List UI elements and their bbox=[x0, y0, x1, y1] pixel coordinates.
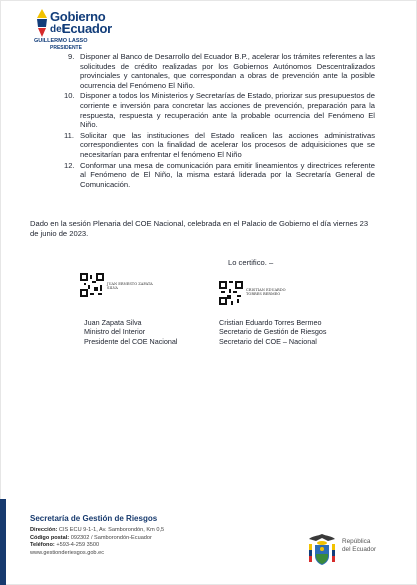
list-item: 9. Disponer al Banco de Desarrollo del Ecuador B.P., acelerar los trámites referentes a las solicitudes de crédito realizadas por los Gobiernos Autónomos Descentralizados provinciales y cantonales, que correspondan a obras de prevención ante la posible ocurrencia del Fenómeno El Niño. bbox=[68, 52, 375, 90]
signature-label-line: SILVA bbox=[107, 286, 118, 291]
closing-paragraph: Dado en la sesión Plenaria del COE Nacional, celebrada en el Palacio de Gobierno el día viernes 23 de junio de 2023. bbox=[30, 219, 369, 238]
republica-del-ecuador-label: República del Ecuador bbox=[342, 538, 377, 553]
footer-address: Dirección: CIS ECU 9-1-1, Av. Samborondón, Km 0,5 bbox=[30, 527, 165, 533]
footer-org-name: Secretaría de Gestión de Riesgos bbox=[30, 514, 158, 523]
footer bbox=[30, 514, 164, 557]
signer-name: Juan Zapata Silva bbox=[84, 318, 142, 327]
list-item: 11. Solicitar que las instituciones del Estado realicen las acciones administrativas correspondientes con la finalidad de acelerar los procesos de adquisiciones que se necesitarían para enfrentar el fenómeno El Niño bbox=[64, 130, 375, 159]
signature-label-line: CRISTIAN EDUARDO bbox=[246, 288, 286, 292]
logo-word-ecuador: Ecuador bbox=[62, 21, 112, 36]
footer-accent-bar bbox=[0, 499, 6, 585]
resolution-list bbox=[64, 52, 375, 190]
president-role: PRESIDENTE bbox=[50, 45, 82, 51]
gobierno-logo bbox=[30, 6, 120, 54]
item-text: Disponer a todos los Ministerios y Secretarías de Estado, priorizar sus presupuestos de corriente e inversión para concretar las acciones de prevención, preparación para la respuesta, respuesta y recuperación ante la probable ocurrencia del Fenómeno El Niño. bbox=[80, 91, 375, 130]
logo-mark-icon bbox=[34, 8, 50, 38]
signer-role: Presidente del COE Nacional bbox=[84, 336, 178, 346]
item-text: Solicitar que las instituciones del Estado realicen las acciones administrativas correspondientes con la finalidad de acelerar los procesos de adquisiciones que se necesitarían para enfrentar el fenómeno El Niño bbox=[80, 130, 375, 159]
qr-code-icon bbox=[80, 273, 104, 297]
list-item: 12. Conformar una mesa de comunicación para emitir lineamientos y directrices referente al Fenómeno de El Niño, la misma estará liderada por la Secretaría General de Comunicación. bbox=[64, 160, 375, 189]
signer-role: Secretario de Gestión de Riesgos bbox=[219, 327, 327, 337]
signer-name: Cristian Eduardo Torres Bermeo bbox=[219, 318, 322, 327]
certification-text: Lo certifico. – bbox=[228, 258, 274, 267]
footer-website-link[interactable]: www.gestionderiesgos.gob.ec bbox=[30, 549, 105, 556]
signer-role: Ministro del Interior bbox=[84, 327, 146, 337]
footer-postal: Código postal: 092302 / Samborondón-Ecuador bbox=[30, 534, 152, 541]
item-text: Conformar una mesa de comunicación para emitir lineamientos y directrices referente al Fenómeno de El Niño, la misma estará liderada por la Secretaría General de Comunicación. bbox=[80, 160, 375, 189]
signer-role: Secretario del COE – Nacional bbox=[219, 336, 317, 346]
list-item: 10. Disponer a todos los Ministerios y Secretarías de Estado, priorizar sus presupuestos de corriente e inversión para concretar las acciones de prevención, preparación para la respuesta, respuesta y recuperación ante la probable ocurrencia del Fenómeno El Niño. bbox=[64, 91, 375, 130]
signature-label-line: TORRES BERMEO bbox=[246, 292, 281, 297]
item-text: Disponer al Banco de Desarrollo del Ecuador B.P., acelerar los trámites referentes a las solicitudes de crédito realizadas por los Gobiernos Autónomos Descentralizados provinciales y cantonales, que correspondan a obras de prevención ante la posible ocurrencia del Fenómeno El Niño. bbox=[80, 52, 375, 90]
logo-word-del: del bbox=[50, 24, 65, 35]
president-name: GUILLERMO LASSO bbox=[34, 38, 88, 44]
signature-label-line: JUAN ERNESTO ZAPATA bbox=[107, 282, 153, 286]
footer-phone: Teléfono: +593-4-259 3500 bbox=[30, 542, 100, 549]
coat-of-arms-icon bbox=[306, 532, 338, 568]
qr-code-icon bbox=[219, 281, 243, 305]
logo-word-gobierno: Gobierno bbox=[50, 9, 106, 24]
